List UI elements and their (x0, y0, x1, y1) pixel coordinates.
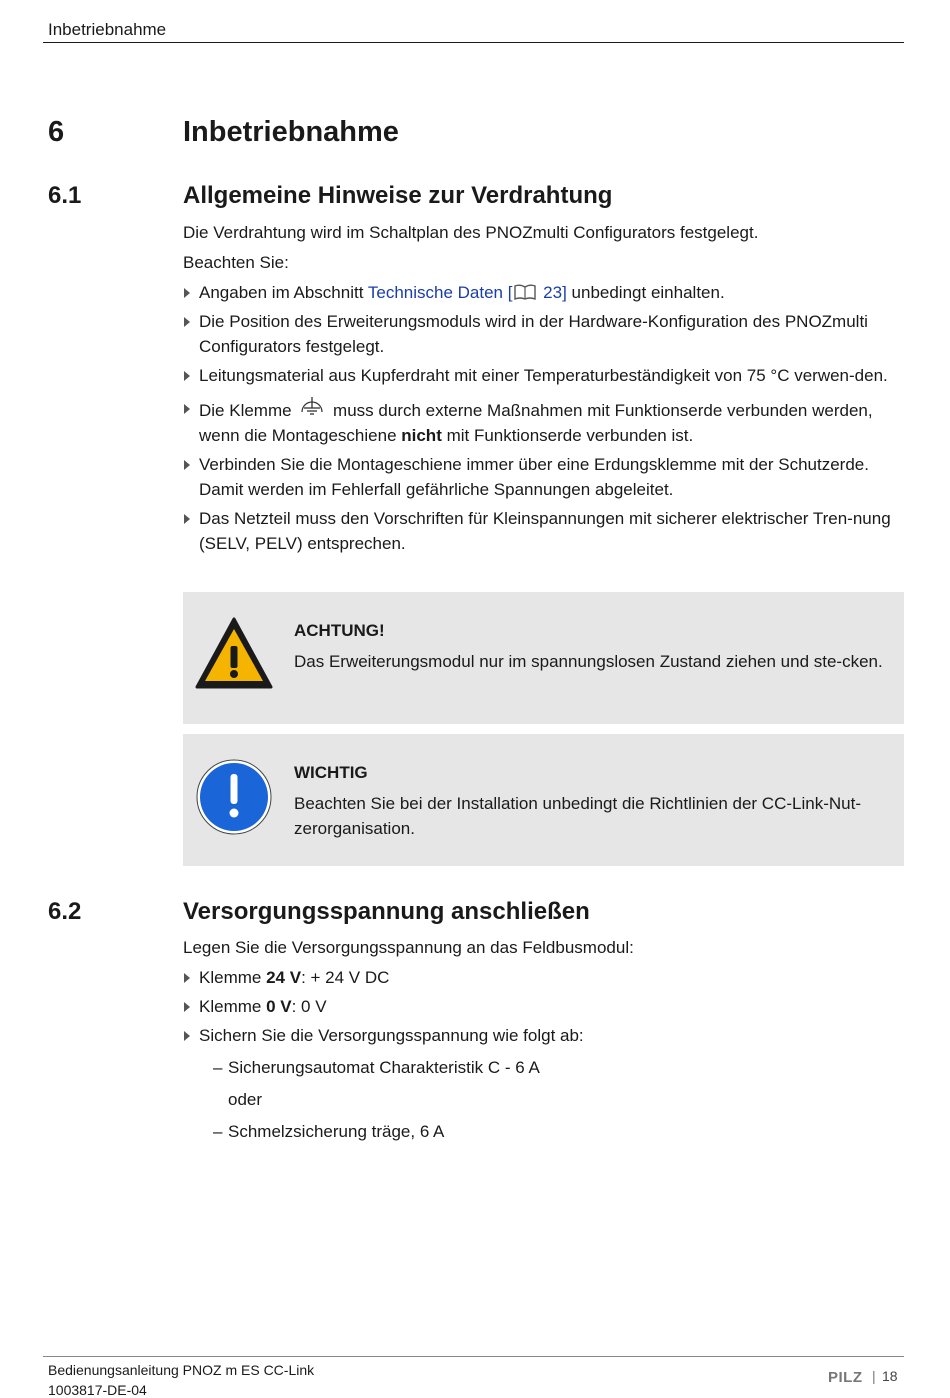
pilz-logo: PILZ (828, 1369, 863, 1386)
warning-notice (183, 592, 904, 724)
cross-reference-link[interactable]: Technische Daten [ 23] (367, 283, 567, 302)
bullet-arrow-icon (184, 460, 190, 470)
list-item: Angaben im Abschnitt Technische Daten [ 23] unbedingt einhalten. (183, 280, 903, 305)
bullet-arrow-icon (184, 288, 190, 298)
section-number: 6.2 (48, 898, 82, 925)
list-item: Das Netzteil muss den Vorschriften für Kleinspannungen mit sicherer elektrischer Tren-nung (SELV, PELV) entsprechen. (183, 506, 903, 556)
bullet-arrow-icon (184, 404, 190, 414)
footer-document-title: Bedienungsanleitung PNOZ m ES CC-Link (48, 1362, 315, 1378)
header-divider (43, 42, 904, 43)
warning-triangle-icon (195, 616, 273, 690)
list-item: Sichern Sie die Versorgungsspannung wie folgt ab: (183, 1023, 903, 1048)
footer-separator: | (872, 1368, 876, 1384)
list-item: – Sicherungsautomat Charakteristik C - 6 A (213, 1058, 540, 1077)
bullet-arrow-icon (184, 973, 190, 983)
bullet-arrow-icon (184, 1002, 190, 1012)
footer-divider (43, 1356, 904, 1357)
functional-earth-icon (298, 396, 326, 418)
bullet-list (183, 280, 903, 556)
list-item: Leitungsmaterial aus Kupferdraht mit einer Temperaturbeständigkeit von 75 °C verwen-den. (183, 363, 903, 388)
footer-document-number: 1003817-DE-04 (48, 1382, 147, 1398)
running-header: Inbetriebnahme (48, 20, 167, 39)
notice-title: WICHTIG (294, 763, 368, 782)
info-exclamation-icon (195, 758, 273, 836)
book-icon (513, 283, 537, 301)
bullet-list (183, 965, 903, 1048)
bullet-arrow-icon (184, 514, 190, 524)
paragraph: Die Verdrahtung wird im Schaltplan des PNOZmulti Configurators festgelegt. (183, 223, 759, 242)
bullet-arrow-icon (184, 317, 190, 327)
bullet-arrow-icon (184, 1031, 190, 1041)
chapter-number: 6 (48, 116, 65, 148)
dash-list (183, 1055, 903, 1144)
section-body (183, 935, 903, 1151)
section-body (183, 220, 903, 560)
list-item: – Schmelzsicherung träge, 6 A (213, 1122, 445, 1141)
section-title: Allgemeine Hinweise zur Verdrahtung (183, 182, 613, 209)
section-number: 6.1 (48, 182, 82, 209)
section-title: Versorgungsspannung anschließen (183, 898, 590, 925)
notice-text: Das Erweiterungsmodul nur im spannungslosen Zustand ziehen und ste-cken. (294, 652, 883, 671)
important-notice (183, 734, 904, 866)
page-number: 18 (882, 1368, 898, 1384)
bullet-arrow-icon (184, 371, 190, 381)
paragraph: Legen Sie die Versorgungsspannung an das Feldbusmodul: (183, 938, 634, 957)
notice-title: ACHTUNG! (294, 621, 385, 640)
chapter-title: Inbetriebnahme (183, 116, 399, 148)
paragraph: Beachten Sie: (183, 253, 289, 272)
list-item: oder (228, 1090, 263, 1109)
list-item: Klemme 24 V: + 24 V DC (183, 965, 903, 990)
list-item: Verbinden Sie die Montageschiene immer über eine Erdungsklemme mit der Schutzerde. Damit werden im Fehlerfall gefährliche Spannungen abgeleitet. (183, 452, 903, 502)
list-item: Die Position des Erweiterungsmoduls wird in der Hardware-Konfiguration des PNOZmulti Configurators festgelegt. (183, 309, 903, 359)
notice-text: Beachten Sie bei der Installation unbedingt die Richtlinien der CC-Link-Nut-zerorganisation. (294, 794, 861, 838)
list-item: Klemme 0 V: 0 V (183, 994, 903, 1019)
list-item: Die Klemme muss durch externe Maßnahmen mit Funktionserde verbunden werden, wenn die Montageschiene nicht mit Funktionserde verbunden ist. (183, 396, 903, 448)
